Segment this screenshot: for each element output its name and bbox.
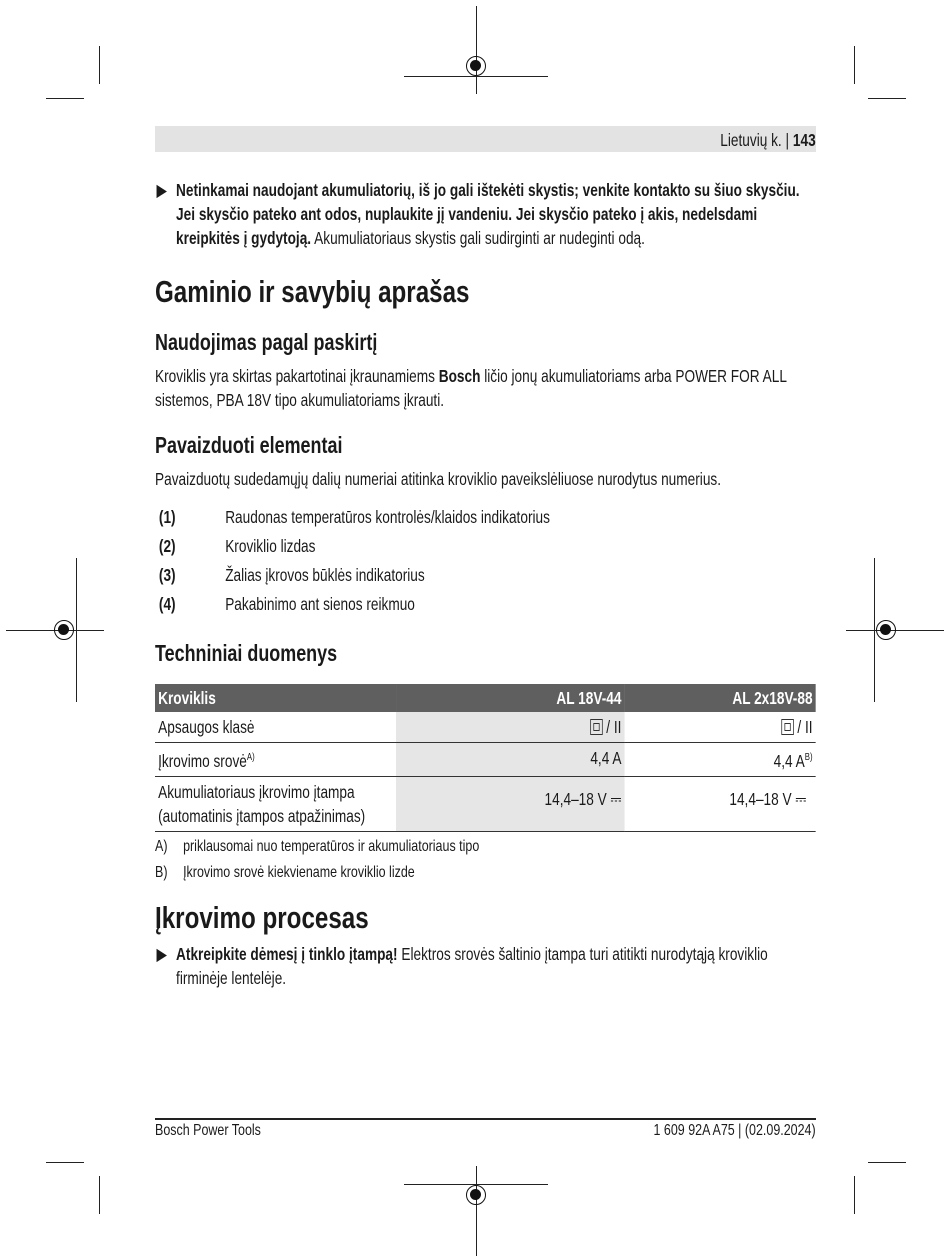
page-header	[155, 128, 816, 152]
item-number: (3)	[158, 565, 176, 585]
registration-mark-icon	[466, 1185, 486, 1205]
page-footer	[155, 1119, 816, 1143]
table-header-row	[155, 684, 816, 712]
footnote-mark: B)	[155, 863, 168, 881]
list-item	[155, 563, 816, 592]
table-cell	[625, 743, 816, 777]
crop-mark	[99, 1176, 100, 1214]
row-label: Akumuliatoriaus įkrovimo įtampa (automatinis įtampos atpažinimas)	[155, 776, 396, 831]
footnote-text: Įkrovimo srovė kiekviename kroviklio lizde	[183, 863, 415, 881]
crop-mark	[868, 1162, 906, 1163]
warning-text: Elektros srovės šaltinio įtampa turi atitikti nurodytąją kroviklio firminėje lentelėje.	[176, 943, 768, 988]
crop-mark	[854, 46, 855, 84]
page-number: 143	[792, 130, 816, 150]
footer-doc-number: 1 609 92A A75 | (02.09.2024)	[653, 1122, 816, 1139]
item-label: Raudonas temperatūros kontrolės/klaidos indikatorius	[225, 507, 550, 527]
section-title: Įkrovimo procesas	[155, 899, 369, 935]
subsection-title: Naudojimas pagal paskirtį	[155, 329, 378, 355]
header-language: Lietuvių k.	[720, 130, 782, 150]
subsection-title: Pavaizduoti elementai	[155, 432, 343, 458]
item-label: Žalias įkrovos būklės indikatorius	[225, 565, 425, 585]
registration-mark-icon	[54, 620, 74, 640]
warning-mains-voltage	[155, 942, 816, 990]
table-row	[155, 712, 816, 743]
text: Kroviklis yra skirtas pakartotinai įkraunamiems	[155, 366, 439, 386]
crop-mark	[476, 1166, 477, 1256]
warning-bold-text: Netinkamai naudojant akumuliatorių, iš jo gali ištekėti skystis; venkite kontakto su šiuo skysčiu. Jei skysčio pateko ant odos, nuplaukite jį vandeniu. Jei skysčio pateko į akis, nedelsdami kreipkitės į gydytoją.	[176, 180, 800, 248]
components-intro: Pavaizduotų sudedamųjų dalių numeriai atitinka kroviklio paveikslėliuose nurodytus numerius.	[155, 469, 722, 489]
column-header: AL 18V-44	[396, 684, 625, 712]
protection-class-ii-icon	[590, 719, 602, 735]
cell-value: 14,4–18 V ⎓	[625, 776, 816, 831]
footnote	[155, 860, 816, 886]
bullet-triangle-icon: ▶	[156, 943, 168, 964]
footnote-ref: B)	[804, 752, 813, 763]
crop-mark	[404, 76, 548, 77]
crop-mark	[868, 98, 906, 99]
crop-mark	[476, 6, 477, 94]
registration-mark-icon	[876, 620, 896, 640]
table-cell	[625, 712, 816, 743]
registration-mark-icon	[466, 56, 486, 76]
label-text: Įkrovimo srovė	[158, 750, 247, 771]
item-number: (1)	[158, 507, 176, 527]
table-row	[155, 743, 816, 777]
page-body	[155, 128, 816, 990]
footnote-ref: A)	[246, 752, 255, 763]
item-number: (4)	[158, 594, 176, 614]
item-label: Pakabinimo ant sienos reikmuo	[225, 594, 415, 614]
header-separator: |	[785, 130, 790, 150]
column-header: Kroviklis	[155, 684, 396, 712]
subsection-title: Techniniai duomenys	[155, 640, 338, 666]
row-label: Apsaugos klasė	[155, 712, 396, 743]
table-cell	[396, 712, 625, 743]
list-item	[155, 534, 816, 563]
footer-publisher: Bosch Power Tools	[155, 1122, 261, 1139]
crop-mark	[854, 1176, 855, 1214]
cell-value: 4,4 A	[773, 750, 805, 771]
warning-bold-text: Atkreipkite dėmesį į tinklo įtampą!	[176, 943, 398, 964]
brand-name: Bosch	[438, 366, 481, 386]
tech-data-table	[155, 684, 816, 886]
crop-mark	[46, 1162, 84, 1163]
intended-use-text	[155, 364, 816, 412]
footnote	[155, 834, 816, 860]
protection-class-ii-icon	[781, 719, 793, 735]
crop-mark	[99, 46, 100, 84]
cell-value: / II	[606, 717, 622, 737]
components-list	[155, 505, 816, 621]
list-item	[155, 505, 816, 534]
item-label: Kroviklio lizdas	[225, 536, 316, 556]
crop-mark	[46, 98, 84, 99]
section-title: Gaminio ir savybių aprašas	[155, 274, 470, 309]
table-row	[155, 776, 816, 831]
list-item	[155, 592, 816, 621]
footnote-mark: A)	[155, 837, 168, 855]
footnote-text: priklausomai nuo temperatūros ir akumuliatoriaus tipo	[183, 837, 480, 855]
warning-text: Akumuliatoriaus skystis gali sudirginti ar nudeginti odą.	[311, 228, 645, 248]
cell-value: / II	[797, 717, 813, 737]
item-number: (2)	[158, 536, 176, 556]
text: ličio jonų akumuliatoriams arba POWER FOR ALL sistemos, PBA 18V tipo akumuliatoriams įkrauti.	[155, 366, 787, 410]
cell-value: 14,4–18 V ⎓	[396, 776, 625, 831]
column-header: AL 2x18V-88	[625, 684, 816, 712]
row-label	[155, 743, 396, 777]
bullet-triangle-icon: ▶	[156, 180, 168, 200]
cell-value: 4,4 A	[396, 743, 625, 777]
warning-battery-fluid	[155, 178, 816, 250]
